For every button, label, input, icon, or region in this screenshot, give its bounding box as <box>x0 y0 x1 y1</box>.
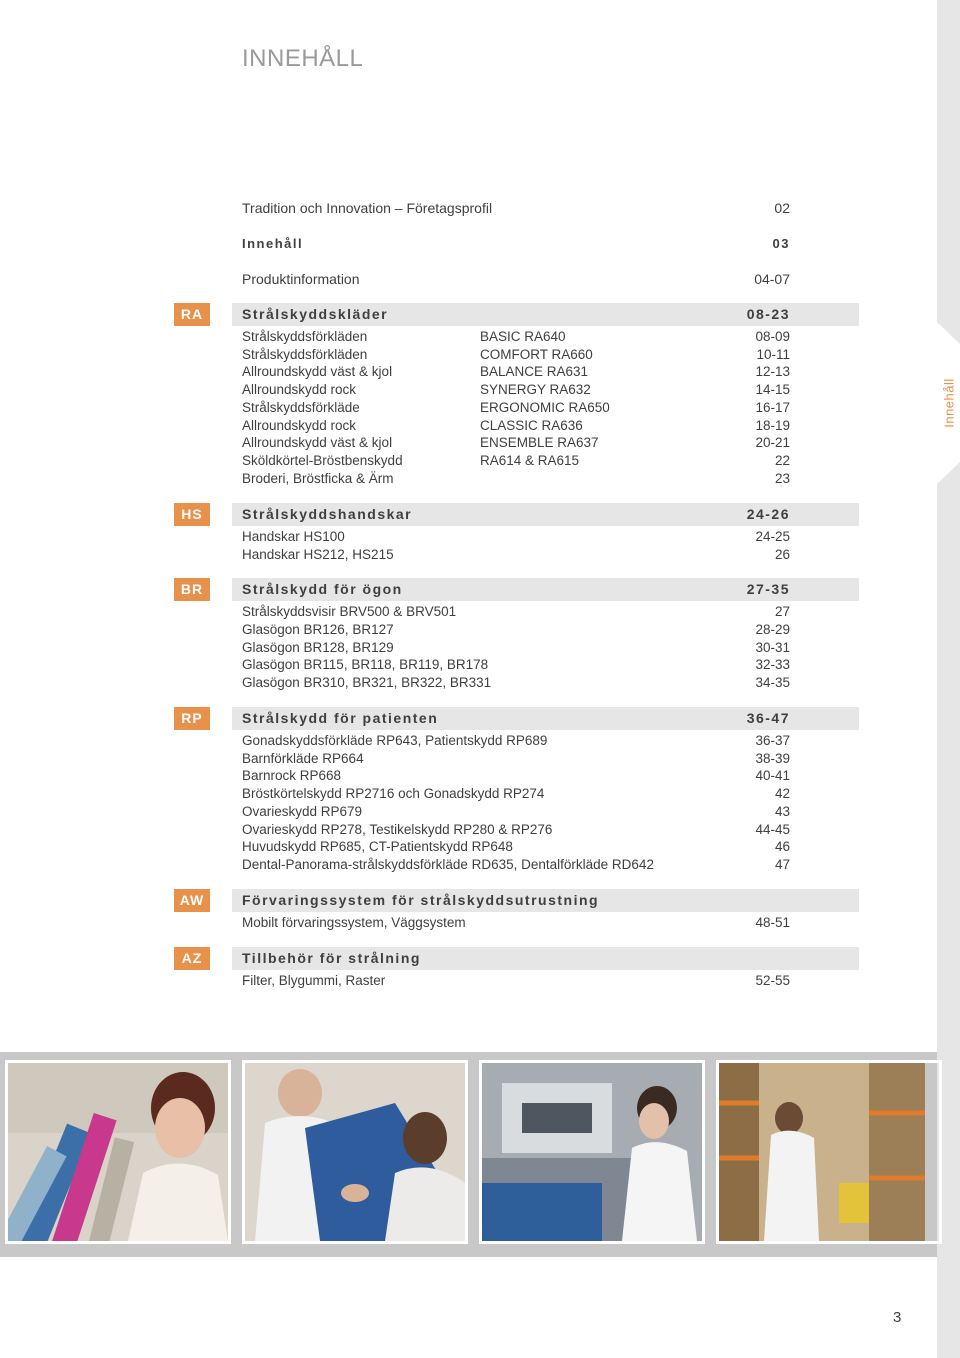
toc-item-name[interactable]: Handskar HS212, HS215 <box>242 547 394 562</box>
section-title-ra[interactable]: Strålskyddskläder <box>242 306 389 322</box>
toc-item-name[interactable]: Glasögon BR310, BR321, BR322, BR331 <box>242 675 492 690</box>
toc-item-name[interactable]: Ovarieskydd RP278, Testikelskydd RP280 & RP276 <box>242 822 553 837</box>
toc-item-page: 38-39 <box>755 751 790 766</box>
toc-item-page: 27 <box>774 604 790 619</box>
toc-item-model: SYNERGY RA632 <box>480 382 591 397</box>
toc-item-page: 20-21 <box>755 435 790 450</box>
toc-item-name[interactable]: Handskar HS100 <box>242 529 345 544</box>
toc-item-page: 30-31 <box>755 640 790 655</box>
toc-item-name[interactable]: Strålskyddsförkläden <box>242 329 368 344</box>
toc-item-page: 26 <box>774 547 790 562</box>
toc-item-page: 32-33 <box>755 657 790 672</box>
toc-entry-page: 03 <box>772 236 790 251</box>
toc-item-name[interactable]: Broderi, Bröstficka & Ärm <box>242 471 394 486</box>
toc-item-model: BASIC RA640 <box>480 329 566 344</box>
toc-item-model: COMFORT RA660 <box>480 347 593 362</box>
toc-item-page: 08-09 <box>755 329 790 344</box>
section-code-hs[interactable]: HS <box>174 503 210 526</box>
toc-item-page: 23 <box>774 471 790 486</box>
toc-item-name[interactable]: Strålskyddsvisir BRV500 & BRV501 <box>242 604 457 619</box>
section-code-br[interactable]: BR <box>174 578 210 601</box>
toc-item-model: RA614 & RA615 <box>480 453 580 468</box>
photo-woman-with-fabric-rolls <box>5 1060 231 1244</box>
toc-entry-label: Tradition och Innovation – Företagsprofil <box>242 200 493 216</box>
toc-item-model: ENSEMBLE RA637 <box>480 435 599 450</box>
section-pages-br: 27-35 <box>746 581 790 597</box>
toc-item-page: 36-37 <box>755 733 790 748</box>
toc-item-name[interactable]: Strålskyddsförkläden <box>242 347 368 362</box>
toc-item-page: 28-29 <box>755 622 790 637</box>
toc-item-name[interactable]: Ovarieskydd RP679 <box>242 804 363 819</box>
toc-item-page: 46 <box>774 839 790 854</box>
photo-sewing-machine <box>479 1060 705 1244</box>
section-code-aw[interactable]: AW <box>174 889 210 912</box>
section-title-az[interactable]: Tillbehör för strålning <box>242 950 421 966</box>
section-pages-hs: 24-26 <box>746 506 790 522</box>
toc-item-page: 40-41 <box>755 768 790 783</box>
section-code-az[interactable]: AZ <box>174 947 210 970</box>
section-pages-rp: 36-47 <box>746 710 790 726</box>
toc-item-page: 24-25 <box>755 529 790 544</box>
toc-item-name[interactable]: Allroundskydd väst & kjol <box>242 435 393 450</box>
photo-warehouse <box>716 1060 942 1244</box>
section-title-rp[interactable]: Strålskydd för patienten <box>242 710 439 726</box>
toc-item-name[interactable]: Barnrock RP668 <box>242 768 342 783</box>
toc-item-page: 22 <box>774 453 790 468</box>
section-title-hs[interactable]: Strålskyddshandskar <box>242 506 413 522</box>
toc-entry-page: 04-07 <box>754 271 790 287</box>
toc-item-page: 12-13 <box>755 364 790 379</box>
side-tab-label: Innehåll <box>941 378 957 428</box>
toc-item-name[interactable]: Barnförkläde RP664 <box>242 751 364 766</box>
toc-item-page: 18-19 <box>755 418 790 433</box>
section-title-br[interactable]: Strålskydd för ögon <box>242 581 403 597</box>
toc-item-model: BALANCE RA631 <box>480 364 589 379</box>
toc-item-name[interactable]: Sköldkörtel-Bröstbenskydd <box>242 453 403 468</box>
section-code-rp[interactable]: RP <box>174 707 210 730</box>
toc-entry-company-profile[interactable] <box>242 200 790 220</box>
toc-item-name[interactable]: Allroundskydd rock <box>242 382 357 397</box>
toc-item-name[interactable]: Gonadskyddsförkläde RP643, Patientskydd RP689 <box>242 733 548 748</box>
page-title: INNEHÅLL <box>242 45 364 72</box>
toc-item-model: ERGONOMIC RA650 <box>480 400 610 415</box>
toc-item-page: 34-35 <box>755 675 790 690</box>
toc-item-page: 43 <box>774 804 790 819</box>
toc-item-name[interactable]: Strålskyddsförkläde <box>242 400 360 415</box>
toc-item-name[interactable]: Glasögon BR115, BR118, BR119, BR178 <box>242 657 489 672</box>
toc-item-name[interactable]: Allroundskydd rock <box>242 418 357 433</box>
toc-item-name[interactable]: Filter, Blygummi, Raster <box>242 973 386 988</box>
toc-item-name[interactable]: Dental-Panorama-strålskyddsförkläde RD635, Dentalförkläde RD642 <box>242 857 654 872</box>
toc-item-page: 42 <box>774 786 790 801</box>
toc-item-page: 16-17 <box>755 400 790 415</box>
section-title-aw[interactable]: Förvaringssystem för strålskyddsutrustning <box>242 892 600 908</box>
toc-item-page: 48-51 <box>755 915 790 930</box>
toc-item-page: 52-55 <box>755 973 790 988</box>
toc-item-name[interactable]: Allroundskydd väst & kjol <box>242 364 393 379</box>
photo-fitting-apron <box>242 1060 468 1244</box>
toc-entry-label: Produktinformation <box>242 271 360 287</box>
toc-item-page: 10-11 <box>756 347 790 362</box>
toc-item-name[interactable]: Mobilt förvaringssystem, Väggsystem <box>242 915 466 930</box>
toc-entry-label: Innehåll <box>242 236 304 251</box>
toc-item-name[interactable]: Glasögon BR126, BR127 <box>242 622 394 637</box>
page-number: 3 <box>893 1309 902 1326</box>
section-code-ra[interactable]: RA <box>174 303 210 326</box>
toc-entry-product-info[interactable] <box>242 271 790 291</box>
toc-item-page: 14-15 <box>755 382 790 397</box>
toc-item-page: 47 <box>774 857 790 872</box>
toc-item-page: 44-45 <box>755 822 790 837</box>
toc-item-name[interactable]: Glasögon BR128, BR129 <box>242 640 394 655</box>
toc-item-name[interactable]: Bröstkörtelskydd RP2716 och Gonadskydd RP274 <box>242 786 545 801</box>
toc-entry-contents[interactable] <box>242 236 790 256</box>
toc-item-model: CLASSIC RA636 <box>480 418 583 433</box>
toc-item-name[interactable]: Huvudskydd RP685, CT-Patientskydd RP648 <box>242 839 513 854</box>
toc-entry-page: 02 <box>774 200 790 216</box>
section-pages-ra: 08-23 <box>746 306 790 322</box>
